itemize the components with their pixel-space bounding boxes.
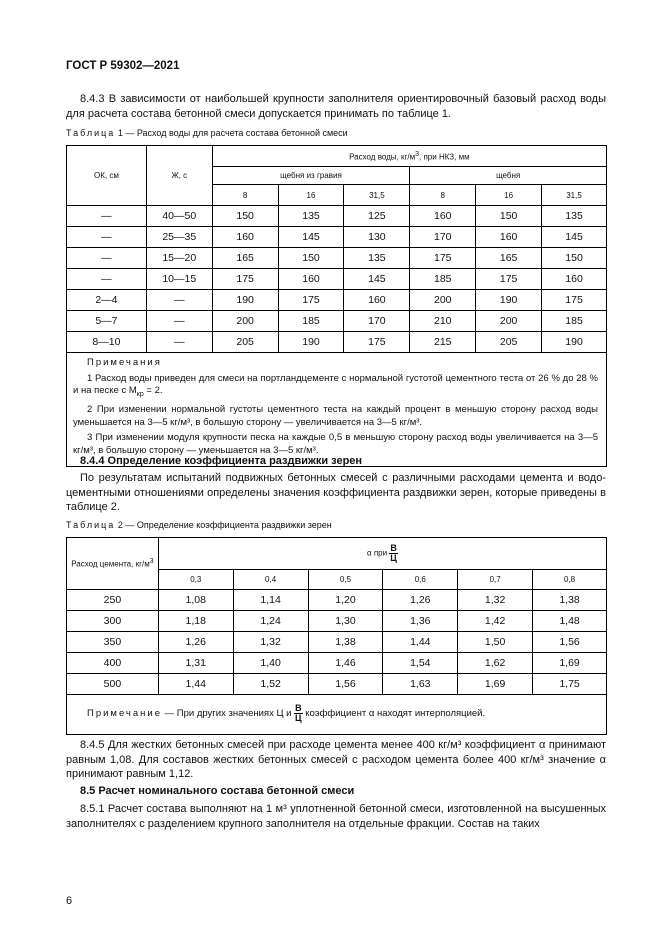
table-cell: 170: [410, 227, 476, 248]
size-cell: 8: [410, 185, 476, 206]
table-row: [67, 311, 607, 332]
table-row: [67, 290, 607, 311]
table-cell: 185: [410, 269, 476, 290]
caption-text: 2 — Определение коэффициента раздвижки зерен: [117, 520, 332, 530]
table-cell: 1,44: [158, 674, 233, 695]
size-cell: 31,5: [344, 185, 410, 206]
table-cell: 175: [278, 290, 344, 311]
note-text: — При других значениях Ц и: [162, 708, 292, 720]
table-cell: 250: [67, 590, 159, 611]
table-cell: 10—15: [146, 269, 212, 290]
table-cell: 150: [278, 248, 344, 269]
ratio-cell: 0,8: [533, 570, 607, 590]
table-cell: 190: [542, 332, 607, 353]
table-cell: 185: [278, 311, 344, 332]
caption-text: 1 — Расход воды для расчета состава бетонной смеси: [117, 128, 348, 138]
table-cell: 1,14: [233, 590, 308, 611]
table-row: [67, 674, 607, 695]
table-row: [67, 611, 607, 632]
table-row: [67, 206, 607, 227]
table-cell: 175: [476, 269, 542, 290]
paragraph-8-4-3: [66, 92, 606, 121]
table-cell: 1,46: [308, 653, 383, 674]
table-word: Таблица: [66, 520, 116, 530]
ratio-cell: 0,4: [233, 570, 308, 590]
table-cell: 1,26: [383, 590, 458, 611]
table-cell: 145: [278, 227, 344, 248]
fraction-numerator: В: [390, 543, 397, 553]
header-water-tail: , при НКЗ, мм: [419, 152, 470, 162]
header-water-sup: 3: [415, 150, 420, 158]
paragraph-text: 8.5.1 Расчет состава выполняют на 1 м³ уплотненной бетонной смеси, изготовленной на высушенных заполнителях с разделением крупного заполнителя на отдельные фракции. Состав на таких: [66, 803, 606, 830]
ratio-cell: 0,7: [458, 570, 533, 590]
header-water-text: Расход воды, кг/м: [349, 152, 416, 162]
table-cell: 205: [212, 332, 278, 353]
table-cell: 160: [278, 269, 344, 290]
table-cell: 1,40: [233, 653, 308, 674]
table-cell: 1,50: [458, 632, 533, 653]
table-cell: —: [146, 332, 212, 353]
table-cell: 400: [67, 653, 159, 674]
size-cell: 31,5: [542, 185, 607, 206]
table-row: [67, 227, 607, 248]
note-3: 3 При изменении модуля крупности песка на каждые 0,5 в меньшую сторону расход воды увеличивается на 3—5 кг/м³, в большую сторону — уменьшается на 3—5 кг/м³.: [73, 432, 598, 456]
table-cell: 1,20: [308, 590, 383, 611]
table-cell: 190: [476, 290, 542, 311]
note-1-text: 1 Расход воды приведен для смеси на портландцементе с нормальной густотой цементного теста от 26 % до 28 % и на песке с М: [73, 372, 598, 396]
table-row: [67, 269, 607, 290]
table-cell: 200: [476, 311, 542, 332]
header-water: [212, 146, 606, 167]
table-row: [67, 332, 607, 353]
size-cell: 16: [476, 185, 542, 206]
header-alpha: [158, 538, 606, 570]
table-cell: —: [67, 269, 147, 290]
table-cell: 350: [67, 632, 159, 653]
note-1-sub: кр: [136, 390, 144, 398]
header-cement-text: Расход цемента, кг/м: [71, 559, 150, 569]
note-tail: коэффициент α находят интерполяцией.: [305, 708, 486, 720]
table-cell: 2—4: [67, 290, 147, 311]
size-cell: 16: [278, 185, 344, 206]
grain-spreading-table: [66, 537, 607, 735]
table1-notes: [67, 353, 607, 467]
table-cell: 1,18: [158, 611, 233, 632]
table-cell: 150: [476, 206, 542, 227]
note-1-tail: = 2.: [143, 385, 163, 396]
table-row: [67, 248, 607, 269]
paragraph-text: 8.4.3 В зависимости от наибольшей крупности заполнителя ориентировочный базовый расход воды для расчета состава бетонной смеси допускается принимать по таблице 1.: [66, 93, 606, 120]
paragraph-8-5-1: [66, 802, 606, 831]
table-cell: 1,44: [383, 632, 458, 653]
header-ok: ОК, см: [67, 146, 147, 206]
header-cement-sup: 3: [149, 558, 154, 566]
table-cell: 40—50: [146, 206, 212, 227]
fraction-denominator: Ц: [295, 713, 302, 723]
table-cell: 1,52: [233, 674, 308, 695]
table-cell: 5—7: [67, 311, 147, 332]
table-cell: 1,38: [308, 632, 383, 653]
table-cell: 150: [212, 206, 278, 227]
table-cell: 165: [212, 248, 278, 269]
table-cell: 190: [278, 332, 344, 353]
table-cell: 190: [212, 290, 278, 311]
table1-caption: [66, 128, 348, 138]
table-cell: 25—35: [146, 227, 212, 248]
fraction-numerator: В: [295, 703, 302, 713]
table-cell: 200: [212, 311, 278, 332]
table-cell: 160: [410, 206, 476, 227]
table-row: [67, 590, 607, 611]
table-cell: 175: [542, 290, 607, 311]
table-cell: 170: [344, 311, 410, 332]
table-cell: 125: [344, 206, 410, 227]
ratio-cell: 0,6: [383, 570, 458, 590]
table-cell: 1,32: [233, 632, 308, 653]
table-cell: 160: [212, 227, 278, 248]
table-cell: 205: [476, 332, 542, 353]
note-1: [73, 373, 598, 402]
table-cell: 1,75: [533, 674, 607, 695]
water-consumption-table: [66, 145, 607, 467]
table-cell: 1,69: [533, 653, 607, 674]
table2-caption: [66, 520, 332, 530]
table-cell: 1,63: [383, 674, 458, 695]
section-8-4-4-title: 8.4.4 Определение коэффициента раздвижки зерен: [80, 455, 363, 467]
header-alpha-text: α при: [367, 548, 388, 558]
table-cell: 300: [67, 611, 159, 632]
table-cell: 145: [344, 269, 410, 290]
ratio-cell: 0,3: [158, 570, 233, 590]
table-cell: 8—10: [67, 332, 147, 353]
table-cell: 130: [344, 227, 410, 248]
table-cell: 1,56: [533, 632, 607, 653]
table-cell: 1,31: [158, 653, 233, 674]
table-cell: 175: [410, 248, 476, 269]
table-cell: 1,36: [383, 611, 458, 632]
paragraph-8-4-4: [66, 471, 606, 515]
header-crushed: щебня: [410, 167, 607, 185]
ratio-cell: 0,5: [308, 570, 383, 590]
document-code: ГОСТ Р 59302—2021: [66, 60, 180, 72]
table-cell: 135: [542, 206, 607, 227]
table-cell: 150: [542, 248, 607, 269]
table-cell: —: [67, 248, 147, 269]
table-row: [67, 632, 607, 653]
table-cell: 1,62: [458, 653, 533, 674]
table-cell: —: [67, 227, 147, 248]
table-cell: 215: [410, 332, 476, 353]
table-cell: 1,48: [533, 611, 607, 632]
table-cell: 165: [476, 248, 542, 269]
header-gravel: щебня из гравия: [212, 167, 410, 185]
page-number: 6: [66, 895, 73, 907]
notes-title: Примечания: [87, 357, 162, 368]
section-8-5-title: 8.5 Расчет номинального состава бетонной смеси: [80, 785, 355, 797]
header-zh: Ж, с: [146, 146, 212, 206]
table-cell: 1,56: [308, 674, 383, 695]
table-cell: 185: [542, 311, 607, 332]
table-cell: 1,30: [308, 611, 383, 632]
table-cell: —: [67, 206, 147, 227]
table-cell: 1,54: [383, 653, 458, 674]
table-cell: 1,26: [158, 632, 233, 653]
size-cell: 8: [212, 185, 278, 206]
paragraph-text: По результатам испытаний подвижных бетонных смесей с различными расходами цемента и водо-цементными отношениями определены значения коэффициента раздвижки зерен, которые приведены в таблице 2.: [66, 472, 606, 513]
table-cell: 1,42: [458, 611, 533, 632]
table-cell: 145: [542, 227, 607, 248]
table-cell: 15—20: [146, 248, 212, 269]
table-cell: 500: [67, 674, 159, 695]
table-cell: 1,69: [458, 674, 533, 695]
table-cell: 200: [410, 290, 476, 311]
table-cell: 210: [410, 311, 476, 332]
table-row: [67, 653, 607, 674]
wc-fraction: [389, 544, 398, 563]
header-cement: [67, 538, 159, 590]
table2-note: [67, 695, 607, 735]
wc-fraction: [294, 704, 303, 723]
table-cell: —: [146, 290, 212, 311]
table-cell: 175: [212, 269, 278, 290]
table-cell: 135: [344, 248, 410, 269]
table-word: Таблица: [66, 128, 116, 138]
table-cell: 1,08: [158, 590, 233, 611]
table-cell: 160: [344, 290, 410, 311]
fraction-denominator: Ц: [390, 553, 397, 563]
table-cell: 160: [476, 227, 542, 248]
paragraph-8-4-5: [66, 738, 606, 782]
table-cell: 175: [344, 332, 410, 353]
table-cell: 160: [542, 269, 607, 290]
note-2: 2 При изменении нормальной густоты цементного теста на каждый процент в меньшую сторону расход воды уменьшается на 3—5 кг/м³, в большую сторону — увеличивается на 3—5 кг/м³.: [73, 404, 598, 428]
table-cell: 1,32: [458, 590, 533, 611]
table-cell: 1,24: [233, 611, 308, 632]
table-cell: —: [146, 311, 212, 332]
paragraph-text: 8.4.5 Для жестких бетонных смесей при расходе цемента менее 400 кг/м³ коэффициент α принимают равным 1,08. Для составов жестких бетонных смесей с расходом цемента более 400 кг/м³ значение α принимают равным 1,12.: [66, 739, 606, 780]
table-cell: 1,38: [533, 590, 607, 611]
note-word: Примечание: [87, 708, 162, 720]
table-cell: 135: [278, 206, 344, 227]
